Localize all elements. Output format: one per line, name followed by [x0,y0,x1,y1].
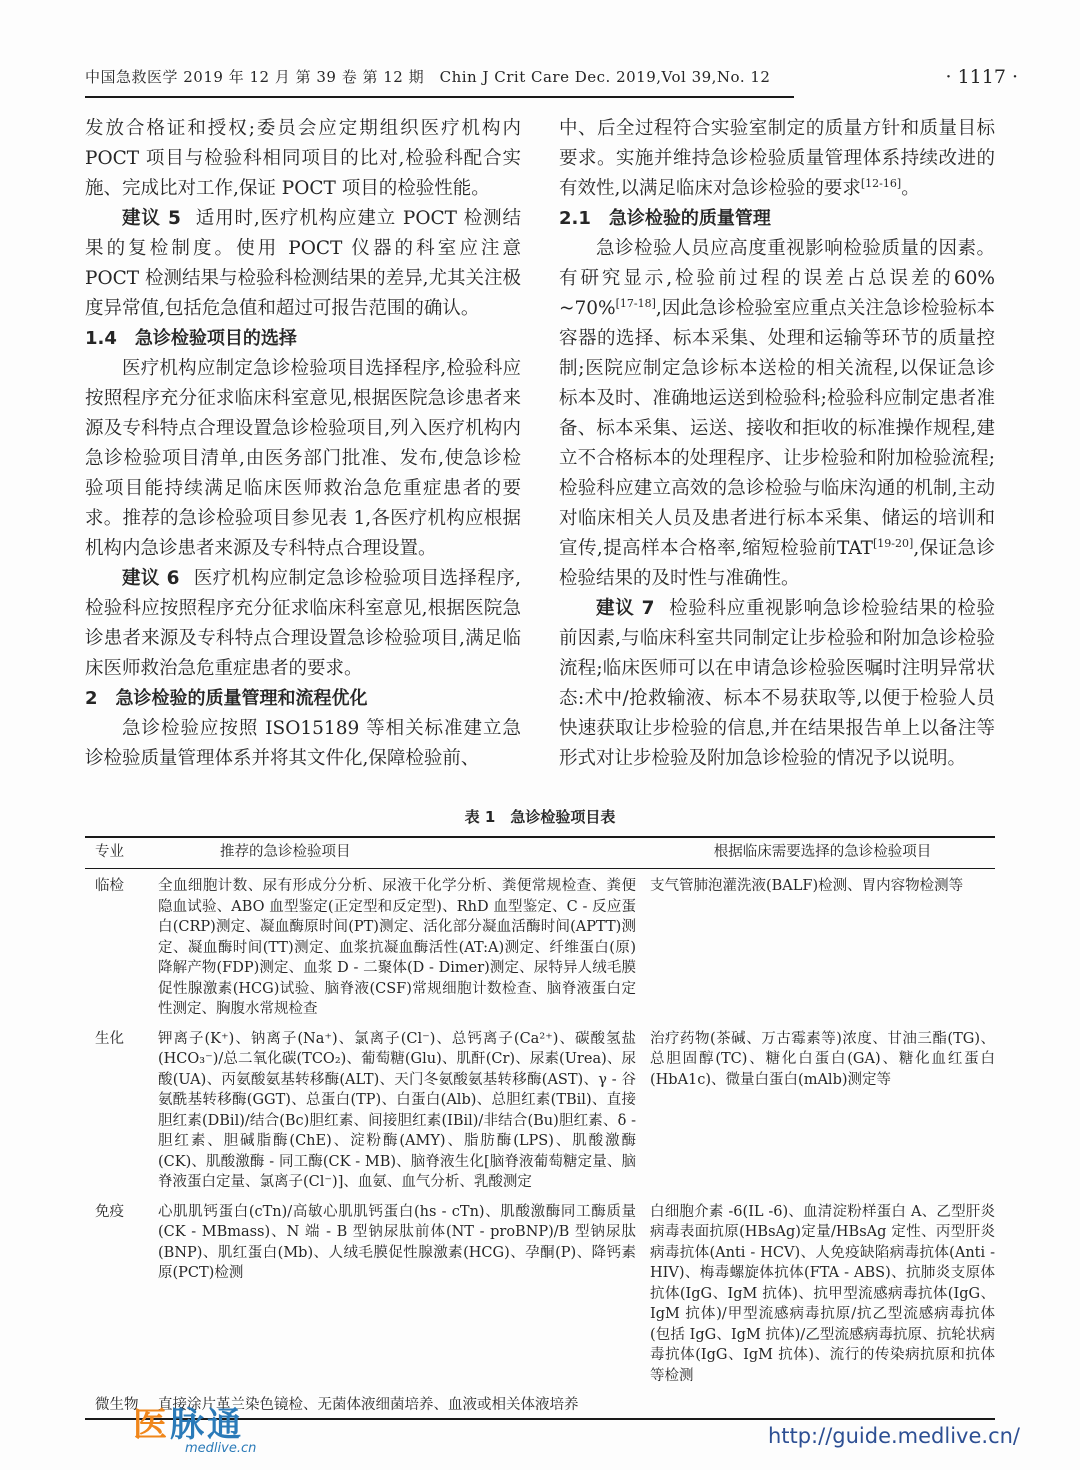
cell-specialty: 生化 [95,1030,124,1047]
table-1-section [85,806,995,1420]
paragraph-item-selection: 医疗机构应制定急诊检验项目选择程序,检验科应按照程序充分征求临床科室意见,根据医院急诊患者来源及专科特点合理设置急诊检验项目,列入医疗机构内急诊检验项目清单,由医务部门批准、发布,使急诊检验项目能持续满足临床医师救治急危重症患者的要求。推荐的急诊检验项目参见表 1,各医疗机构应根据机构内急诊患者来源及专科特点合理设置。 [85,358,521,559]
section-heading-1-4: 1.4 急诊检验项目的选择 [85,328,297,349]
cell-specialty: 临检 [95,878,124,894]
table-1-title: 表 1 急诊检验项目表 [464,808,616,826]
cell-recommended: 钾离子(K⁺)、钠离子(Na⁺)、氯离子(Cl⁻)、总钙离子(Ca²⁺)、碳酸氢盐(HCO₃⁻)/总二氧化碳(TCO₂)、葡萄糖(Glu)、肌酐(Cr)、尿素(Urea)、尿酸(UA)、丙氨酸氨基转移酶(ALT)、天门冬氨酸氨基转移酶(AST)、γ - 谷氨酰基转移酶(GGT)、总蛋白(TP)、白蛋白(Alb)、总胆红素(TBil)、直接胆红素(DBil)/结合(Bc)胆红素、间接胆红素(IBil)/非结合(Bu)胆红素、δ - 胆红素、胆碱脂酶(ChE)、淀粉酶(AMY)、脂肪酶(LPS)、肌酸激酶(CK)、肌酸激酶 - 同工酶(CK - MB)、脑脊液生化[脑脊液葡萄糖定量、脑脊液蛋白定量、氯离子(Cl⁻)]、血氨、血气分析、乳酸测定 [158,1030,636,1190]
section-heading-2: 2 急诊检验的质量管理和流程优化 [85,688,368,709]
table-row-clinical-lab [85,869,995,1022]
citation-ref-12-16: [12-16] [860,176,902,190]
quality-management-text-3: ,保证急诊检验结果的及时性与准确性。 [559,538,995,589]
medlive-logo-text: 医脉通 [133,1405,244,1445]
quality-management-text-2: ,因此急诊检验室应重点关注急诊检验标本容器的选择、标本采集、处理和运输等环节的质量控制;医院应制定急诊标本送检的相关流程,以保证急诊标本及时、准确地运送到检验科;检验科应制定患者准备、标本采集、运送、接收和拒收的标准操作规程,建立不合格标本的处理程序、让步检验和附加检验流程;检验科应建立高效的急诊检验与临床沟通的机制,主动对临床相关人员及患者进行标本采集、储运的培训和宣传,提高样本合格率,缩短检验前TAT [559,298,995,559]
cell-recommended: 全血细胞计数、尿有形成分分析、尿液干化学分析、粪便常规检查、粪便隐血试验、ABO 血型鉴定(正定型和反定型)、RhD 血型鉴定、C - 反应蛋白(CRP)测定、凝血酶原时间(PT)测定、活化部分凝血活酶时间(APTT)测定、凝血酶时间(TT)测定、血浆抗凝血酶活性(AT:A)测定、纤维蛋白(原)降解产物(FDP)测定、血浆 D - 二聚体(D - Dimer)测定、尿特异人绒毛膜促性腺激素(HCG)试验、脑脊液(CSF)常规细胞计数检查、脑脊液蛋白定性测定、胸腹水常规检查 [158,878,636,1017]
page-number: · 1117 · [945,66,1018,88]
paragraph-iso15189: 急诊检验应按照 ISO15189 等相关标准建立急诊检验质量管理体系并将其文件化,保障检验前、 [85,718,521,769]
recommendation-5-label: 建议 5 [122,208,181,229]
col-header-recommended: 推荐的急诊检验项目 [220,844,351,860]
recommendation-7-text: 检验科应重视影响急诊检验结果的检验前因素,与临床科室共同制定让步检验和附加急诊检验流程;临床医师可以在申请急诊检验医嘱时注明异常状态:术中/抢救输液、标本不易获取等,以便于检验人员快速获取让步检验的信息,并在结果报告单上以备注等形式对让步检验及附加急诊检验的情况予以说明。 [559,598,995,769]
cell-specialty: 免疫 [95,1203,124,1220]
recommendation-7-label: 建议 7 [596,598,655,619]
paragraph-quality-management [559,234,995,594]
journal-citation: 中国急救医学 2019 年 12 月 第 39 卷 第 12 期 Chin J Crit Care Dec. 2019,Vol 39,No. 12 [85,66,794,98]
recommendation-5-text: 适用时,医疗机构应建立 POCT 检测结果的复检制度。使用 POCT 仪器的科室应注意 POCT 检测结果与检验科检测结果的差异,尤其关注极度异常值,包括危急值和超过可报告范围的确认。 [85,208,521,319]
right-column [559,114,995,774]
cell-clinical [650,1395,995,1416]
section-heading-2-1: 2.1 急诊检验的质量管理 [559,208,771,229]
recommendation-7 [559,594,995,774]
recommendation-6 [85,564,521,684]
cell-clinical: 白细胞介素 -6(IL -6)、血清淀粉样蛋白 A、乙型肝炎病毒表面抗原(HBsAg)定量/HBsAg 定性、丙型肝炎病毒抗体(Anti - HCV)、人免疫缺陷病毒抗体(Anti - HIV)、梅毒螺旋体抗体(FTA - ABS)、抗肺炎支原体抗体(IgG、IgM 抗体)、抗甲型流感病毒抗体(IgG、IgM 抗体)/甲型流感病毒抗原/抗乙型流感病毒抗体(包括 IgG、IgM 抗体)/乙型流感病毒抗原、抗轮状病毒抗体(IgG、IgM 抗体)、流行的传染病抗原和抗体等检测 [650,1203,995,1384]
citation-ref-19-20: [19-20] [873,536,914,550]
recommendation-6-text: 医疗机构应制定急诊检验项目选择程序,检验科应按照程序充分征求临床科室意见,根据医院急诊患者来源及专科特点合理设置急诊检验项目,满足临床医师救治急危重症患者的要求。 [85,568,521,679]
medlive-logo [133,1407,283,1456]
cell-specialty: 微生物 [95,1397,139,1413]
cell-clinical: 支气管肺泡灌洗液(BALF)检测、胃内容物检测等 [650,878,964,894]
medlive-logo-domain: medlive.cn [185,1441,257,1456]
paragraph-quality-continuation-end: 。 [901,178,920,199]
paragraph-quality-continuation-text: 中、后全过程符合实验室制定的质量方针和质量目标要求。实施并维持急诊检验质量管理体系持续改进的有效性,以满足临床对急诊检验的要求 [559,118,995,199]
cell-recommended: 心肌肌钙蛋白(cTn)/高敏心肌肌钙蛋白(hs - cTn)、肌酸激酶同工酶质量(CK - MBmass)、N 端 - B 型钠尿肽前体(NT - proBNP)/B 型钠尿肽(BNP)、肌红蛋白(Mb)、人绒毛膜促性腺激素(HCG)、孕酮(P)、降钙素原(PCT)检测 [158,1203,636,1281]
recommendation-6-label: 建议 6 [122,568,180,589]
citation-ref-17-18: [17-18] [615,296,656,310]
article-body [85,114,995,774]
table-row-biochemistry [85,1022,995,1195]
paragraph-quality-continuation [559,114,995,204]
cell-clinical: 治疗药物(茶碱、万古霉素等)浓度、甘油三酯(TG)、总胆固醇(TC)、糖化白蛋白(GA)、糖化血红蛋白(HbA1c)、微量白蛋白(mAlb)测定等 [650,1030,995,1088]
left-column [85,114,521,774]
paragraph-poct-continuation: 发放合格证和授权;委员会应定期组织医疗机构内POCT 项目与检验科相同项目的比对,检验科配合实施、完成比对工作,保证 POCT 项目的检验性能。 [85,118,521,199]
table-1-header-row [85,838,995,869]
col-header-clinical: 根据临床需要选择的急诊检验项目 [713,844,932,860]
table-row-immunology [85,1195,995,1389]
quality-management-text-1: 急诊检验人员应高度重视影响检验质量的因素。有研究显示,检验前过程的误差占总误差的60% ~70% [559,238,995,319]
recommendation-5 [85,204,521,324]
page-header [85,66,1018,98]
cell-recommended: 直接涂片革兰染色镜检、无菌体液细菌培养、血液或相关体液培养 [158,1397,579,1413]
col-header-specialty: 专业 [95,844,124,860]
guide-medlive-url[interactable]: http://guide.medlive.cn/ [767,1424,1020,1448]
table-1 [85,836,995,1420]
